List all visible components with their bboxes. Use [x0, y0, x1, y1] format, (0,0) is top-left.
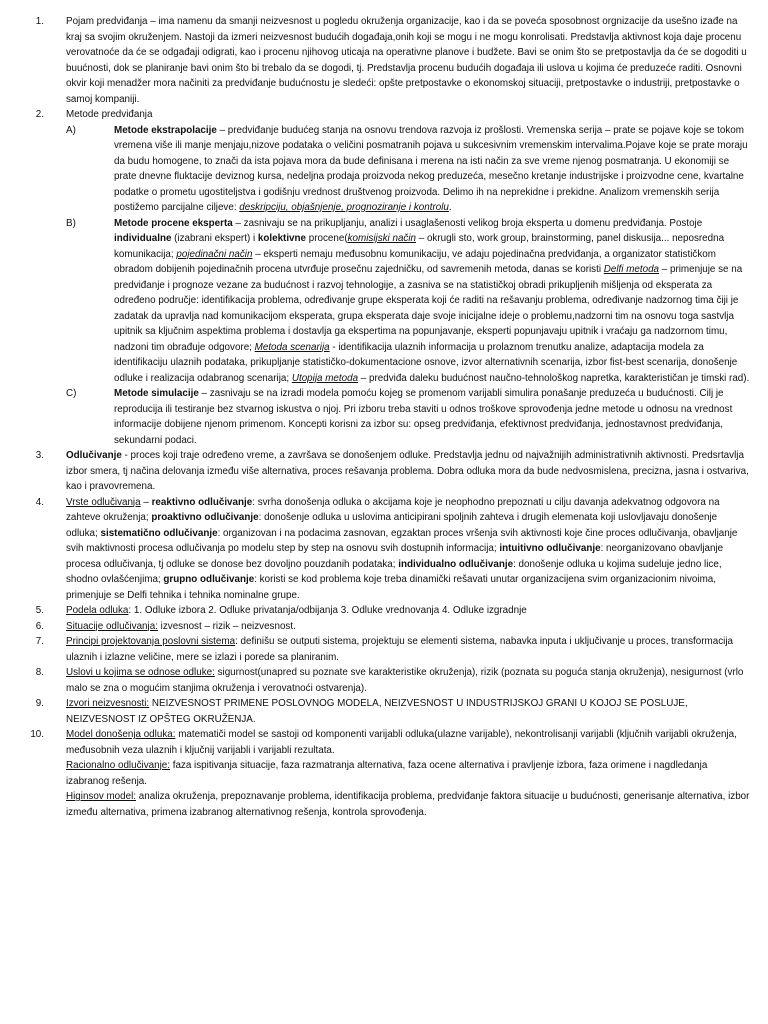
- item-text: : neorganizovano obavljanje procesa odlučivanja, tj odluke se donose bez dovoljno pouzdanih podataka;: [66, 543, 724, 570]
- sub-item-text: – okrugli sto, work group, brainstorming, panel diskusija... neposredna komunikacija;: [114, 233, 725, 260]
- item-text: : donošenje odluka u kojima sudeluje jedno lice, shodno ovlašćenjima;: [66, 558, 722, 585]
- sub-item-b: [66, 216, 750, 387]
- emphasis-text: pojedinačni način: [176, 248, 253, 260]
- item-text: izvesnost – rizik – neizvesnost.: [157, 620, 296, 632]
- emphasis-text: Utopija metoda: [291, 372, 359, 384]
- sub-item-text: – primenjuje se na predviđanje i prognoze vezane za budućnost i razvoj tehnologije, a zasniva se na statističkoj obradi prikupljenih mišljenja od eksperata za određeno područje: identifikacija problema, određivanje grupe eksperata koji će raditi na rešavanju problema, određivanje nadzornog tima čiji je zadatak da upravlja nad komunikacijom eksperata, grupa eksperata daje svoje inicijalne ideje o problemu,nadzorni tim na osnovu toga sastvlja upitnik sa ključnim aspektima problema i dostavlja ga ekspertima na popunjavanje, eksperti popunjavaju upitnik i vraćaju ga nadzornom timu, nadzoni tim obrađuje odgovore;: [114, 264, 743, 353]
- item-text: – ima namenu da smanji neizvesnost u pogledu okruženja organizacije, kao i da se poveća sposobnost orgnizacije da usešno izađe na kraj sa svojim okruženjem. Nastoji da izmeri neizvesnost budućih događaja,onih koji se mogu i ne mogu konrolisati. Predstavlja aktivnost koja daje procenu verovatnoće da će se odgađaji odigrati, kao i procenu njihovog uticaja na operativne planove i budžete. Bavi se onim što se pretpostavlja da će se dogoditi u buućnosti, dok se planiranje bavi onim što bi trebalo da se dogodi, tj. Predstavlja procenu budućih događaja ili uslova u kojima će preduzeće raditi. Osnovni okvir koji menadžer mora načiniti za predviđanje budućnostu je sledeći: opšte pretpostavke o ekonomskoj situaciji, pretpostavke o industriji, pretpostavke o samoj kompaniji.: [66, 16, 747, 105]
- emphasis-text: sistematično odlučivanje: [100, 527, 218, 539]
- sub-item-letter: A): [66, 124, 76, 136]
- item-text: analiza okruženja, prepoznavanje problema, identifikacija problema, predviđanje faktora situacije u budućnosti, generisanje alternativa, izbor između alternativa, primena izabranog alternativnog rešenja, kontrola sprovođenja.: [66, 791, 750, 818]
- item-text: : 1. Odluke izbora 2. Odluke privatanja/odbijanja 3. Odluke vrednovanja 4. Odluke izgradnje: [128, 605, 527, 616]
- emphasis-text: Metoda scenarija: [254, 341, 330, 353]
- sub-item-text: – predviđa daleku budućnost naučno-tehnološkog napretka, karakterističan je timski rad).: [358, 372, 750, 384]
- list-item-4: [18, 495, 750, 604]
- item-number: 5.: [35, 605, 44, 616]
- sub-item-letter: B): [66, 217, 76, 229]
- sub-item-a: [66, 123, 750, 216]
- emphasis-text: individualno odlučivanje: [398, 558, 514, 570]
- sub-item-text: – zasnivaju se na izradi modela pomoću kojeg se promenom varijabli simulira ponašanje preduzeća u budućnosti. Cilj je reproducija ili testiranje bez stvarnog iskustva o njoj. Pri izboru treba staviti u odnos troškove sprovođenja jedne metode u odnosu na vrednost informacije dobijene njenom primenom. Koncepti korisni za izbor su: opseg predviđanja, efektivnost predviđanja, jednostavnost predviđanja, sekundarni podaci.: [114, 388, 733, 446]
- item-text: : svrha donošenja odluka o akcijama koje je neophodno prepoznati u cilju davanja adekvatnog odgovora na zahteve okruženja;: [66, 496, 720, 523]
- item-heading: Podela odluka: [66, 605, 129, 616]
- emphasis-text: reaktivno odlučivanje: [151, 496, 253, 508]
- list-item-10: [18, 727, 750, 820]
- item-heading: Vrste odlučivanja: [66, 496, 141, 508]
- item-heading: Odlučivanje: [66, 450, 122, 461]
- item-text: –: [140, 496, 152, 508]
- item-heading: Principi projektovanja poslovni sistema: [66, 636, 236, 647]
- paragraph-rational: [66, 758, 750, 789]
- sub-item-text: – predviđanje budućeg stanja na osnovu trendova razvoja iz prošlosti. Vremenska serija – prate se pojave koje se tokom vremena više ili manje menjaju,nizove podataka o veličini posmatranih pojava u sukcesivnim vremenskim intervalima.Pojave koje se prate moraju da budu homogene, to znači da ista pojava mora da bude definisana i merena na isti način za sve vreme njenog posmatranja. U ekonomiji se prate dnevne fluktacije deviznog kursa, nedeljna prodaja proizvoda nekog preduzeća, mesečno kretanje industrijske i proizvodne cene, kvartalne podatke o prometu ugostiteljstva i godišnju vrednost društvenog proizvoda. Delimo ih na neprekidne i prekidne. Analizom vremenskih serija postižemo parcijalne ciljeve:: [114, 124, 748, 213]
- emphasis-text: proaktivno odlučivanje: [151, 512, 259, 523]
- item-number: 4.: [35, 496, 44, 508]
- list-item-3: [18, 448, 750, 495]
- sub-item-text: .: [448, 202, 452, 213]
- item-heading: Metode predviđanja: [66, 109, 153, 120]
- emphasis-text: kolektivne: [257, 233, 307, 244]
- item-heading: Situacije odlučivanja:: [66, 620, 158, 632]
- sub-item-text: - identifikacija ulaznih informacija u prolaznom trenutku analize, adaptacija modela za identifikaciju ulaznih podataka, prikupljanje statističko-dokumentacione osnove, izvor alternativnih scenarija, izbor fist-best scenarija, donošenje odluke i realizacija odabranog scenarija;: [114, 341, 738, 384]
- item-text: NEIZVESNOST PRIMENE POSLOVNOG MODELA, NEIZVESNOST U INDUSTRIJSKOJ GRANI U KOJOJ SE POSLUJE, NEIZVESNOST IZ OPŠTEG OKRUŽENJA.: [66, 698, 688, 725]
- item-number: 9.: [35, 698, 44, 709]
- item-text: : definišu se outputi sistema, projektuju se elementi sistema, nabavka inputa i uključivanje u proces, transformacija ulaznih i izlazne veličine, mere se izlazi i porede sa planiranim.: [66, 636, 733, 663]
- sub-item-letter: C): [66, 388, 77, 399]
- item-number: 7.: [35, 636, 44, 647]
- item-number: 10.: [30, 729, 44, 740]
- emphasis-text: intuitivno odlučivanje: [499, 543, 601, 554]
- list-item-5: [18, 603, 750, 619]
- emphasis-text: individualne: [114, 233, 172, 244]
- item-heading: Model donošenja odluka:: [66, 729, 176, 740]
- item-number: 3.: [35, 450, 44, 461]
- item-number: 8.: [35, 667, 44, 678]
- item-heading: Pojam predviđanja: [66, 16, 148, 27]
- sub-item-heading: Metode simulacije: [114, 388, 199, 399]
- item-text: sigurnost(unapred su poznate sve karakteristike okruženja), rizik (poznata su poguća stanja okruženja), nesigurnost (vrlo malo se zna o mogućim stanjima okruženja i verovatnoći ostvarenja).: [66, 667, 744, 694]
- item-number: 2.: [35, 109, 44, 120]
- list-item-6: [18, 619, 750, 635]
- item-heading: Uslovi u kojima se odnose odluke:: [66, 667, 215, 678]
- item-number: 6.: [35, 620, 44, 632]
- sub-item-text: – eksperti nemaju međusobnu komunikaciju, ve adaju pojedinačna predviđanja, a organizator statističkom obradom dobijenih pojedinačnih procena utvrđuje prosečnu zajedničku, od savremenih metoda, danas se koristi: [114, 248, 716, 275]
- emphasis-text: Delfi metoda: [603, 264, 660, 275]
- sub-item-heading: Metode ekstrapolacije: [114, 124, 217, 136]
- emphasis-text: deskripciju, objašnjenje, prognoziranje i kontrolu: [239, 202, 449, 213]
- emphasis-text: grupno odlučivanje: [163, 574, 255, 585]
- item-heading: Higinsov model:: [66, 791, 137, 802]
- item-text: matematiči model se sastoji od komponenti varijabli odluka(ulazne varijable), nekontrolisanji varijabli (ključnih varijabli okruženja, međusobnih veza ulaznih i ključnij varijabli i varijabli rezultata.: [66, 729, 737, 756]
- emphasis-text: komisijski način: [347, 233, 417, 244]
- item-text: : koristi se kod problema koje treba dinamički rešavati unutar organizacijena svim organizacionim nivoima, primenjuje se Delfi tehnika i tehnika nominalne grupe.: [66, 574, 716, 601]
- sub-item-text: – zasnivaju se na prikupljanju, analizi i usaglašenosti velikog broja eksperta u domenu predviđanja. Postoje: [232, 217, 703, 229]
- item-heading: Racionalno odlučivanje:: [66, 760, 170, 771]
- item-text: : donošenje odluka u uslovima anticipirani spoljnih zahteva i drugih elemenata koji uslovljavaju donošenje odluka;: [66, 512, 718, 539]
- item-text: : organizovan i na podacima zasnovan, egzaktan proces vršenja svih aktivnosti koje čine proces odlučivanja, obavljanje svih maktivnosti procesa odlučivanja po modelu step by step na osnovu svih dostupnih informacija;: [66, 527, 738, 554]
- list-item-7: [18, 634, 750, 665]
- item-number: 1.: [35, 16, 44, 27]
- item-heading: Izvori neizvesnosti:: [66, 698, 150, 709]
- list-item-9: [18, 696, 750, 727]
- list-item-8: [18, 665, 750, 696]
- item-text: - proces koji traje određeno vreme, a završava se donošenjem odluke. Predstavlja jednu od najvažnijih administrativnih aktivnosti. Predsrtavlja izbor smera, tj načina delovanja između više alternativa, proces rešavanja problema. Dobra odluka mora da bude nedvosmislena, precizna, jasna i ostvariva, kao i pravovremena.: [66, 450, 749, 492]
- item-text: faza ispitivanja situacije, faza razmatranja alternativa, faza ocene alternativa i pravljenje izbora, faza orimene i nagdledanja izabranog rešenja.: [66, 760, 708, 787]
- sub-item-heading: Metode procene eksperta: [114, 217, 233, 229]
- paragraph-higins: [66, 789, 750, 820]
- sub-item-text: (izabrani ekspert) i: [171, 233, 258, 244]
- list-item-1: [18, 14, 750, 107]
- list-item-2: [18, 107, 750, 448]
- sub-item-c: [66, 386, 750, 448]
- sub-item-text: procene(: [306, 233, 348, 244]
